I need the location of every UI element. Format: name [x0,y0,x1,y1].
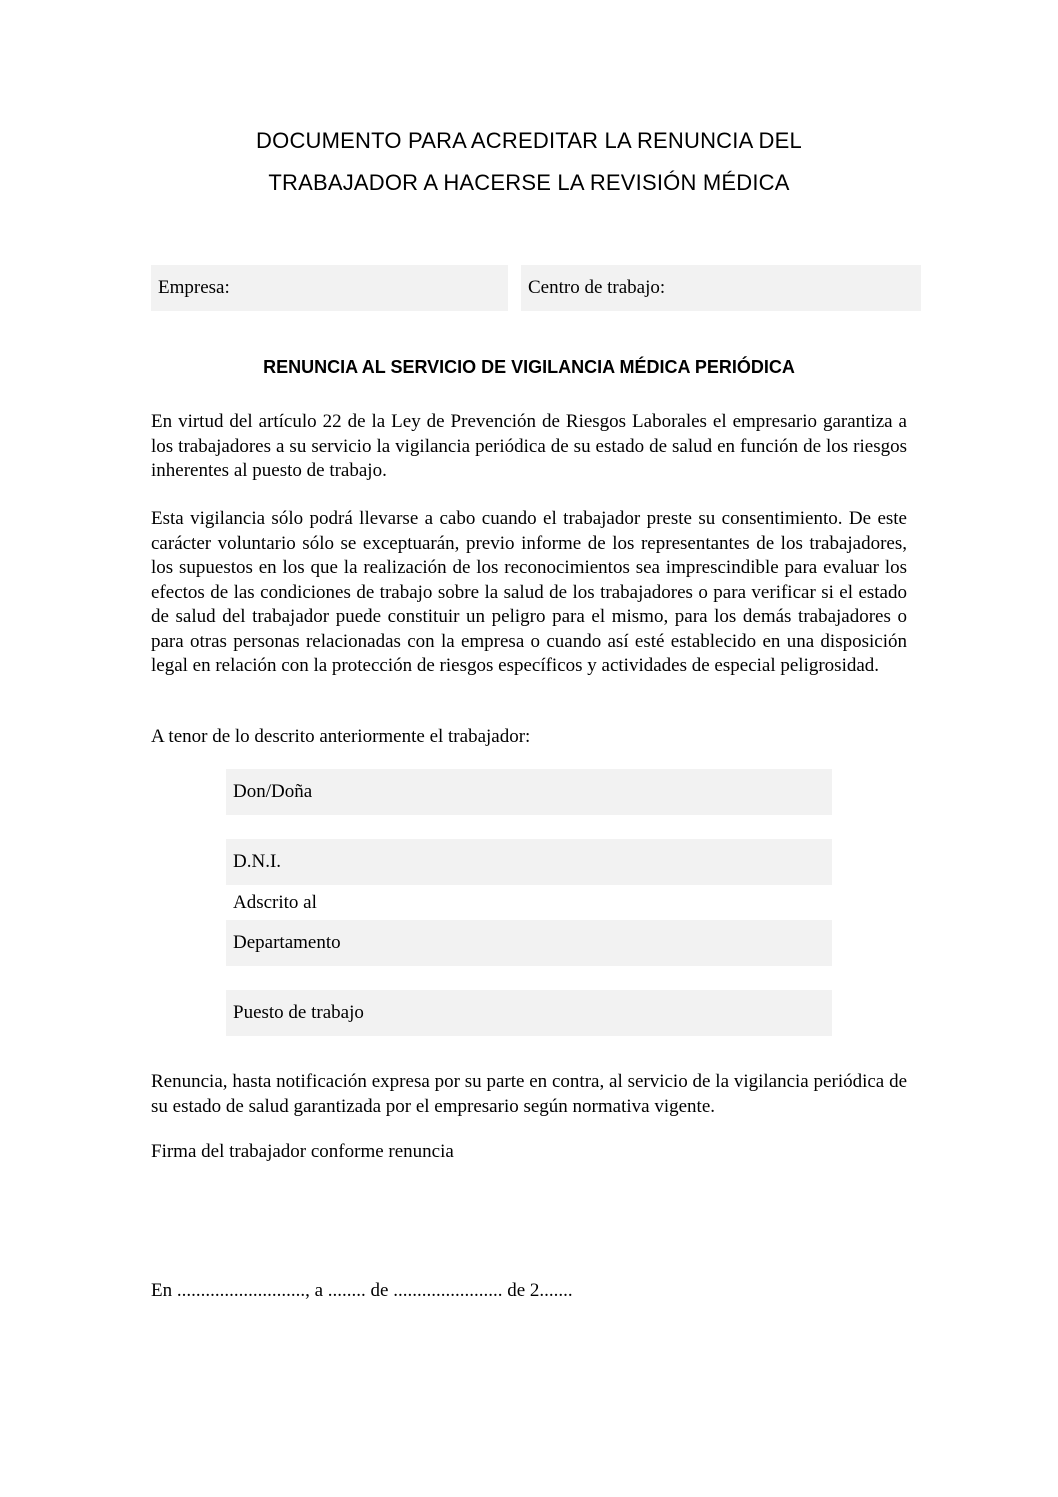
nombre-label: Don/Doña [233,781,313,802]
paragraph-voluntary-consent: Esta vigilancia sólo podrá llevarse a cabo cuando el trabajador preste su consentimiento. De este carácter voluntario sólo se exceptuarán, previo informe de los representantes de los trabajadores, los supuestos en los que la realización de los reconocimientos sea imprescindible para evaluar los efectos de las condiciones de trabajo sobre la salud de los trabajadores o para verificar si el estado de salud del trabajador puede constituir un peligro para el mismo, para los demás trabajadores o para otras personas relacionadas con la empresa o cuando así esté establecido en una disposición legal en relación con la protección de riesgos específicos y actividades de especial peligrosidad. [151,508,907,676]
paragraph-article-22: En virtud del artículo 22 de la Ley de Prevención de Riesgos Laborales el empresario garantiza a los trabajadores a su servicio la vigilancia periódica de su estado de salud en función de los riesgos inherentes al puesto de trabajo. [151,411,907,481]
empresa-field[interactable] [151,265,508,311]
adscrito-label: Adscrito al [233,892,317,913]
dni-field[interactable] [226,839,832,885]
firma-label: Firma del trabajador conforme renuncia [151,1141,454,1162]
document-title-line-1: DOCUMENTO PARA ACREDITAR LA RENUNCIA DEL [256,128,802,153]
centro-trabajo-field[interactable] [521,265,921,311]
puesto-trabajo-field[interactable] [226,990,832,1036]
dni-label: D.N.I. [233,851,282,872]
departamento-label: Departamento [233,932,341,953]
puesto-trabajo-label: Puesto de trabajo [233,1002,364,1023]
nombre-field[interactable] [226,769,832,815]
lugar-fecha-line[interactable]: En ..........................., a ........ de ....................... de 2....... [151,1280,573,1301]
paragraph-renuncia: Renuncia, hasta notificación expresa por su parte en contra, al servicio de la vigilancia periódica de su estado de salud garantizada por el empresario según normativa vigente. [151,1071,907,1117]
departamento-field[interactable] [226,920,832,966]
empresa-label: Empresa: [158,277,230,298]
centro-trabajo-label: Centro de trabajo: [528,277,666,298]
section-heading: RENUNCIA AL SERVICIO DE VIGILANCIA MÉDICA PERIÓDICA [263,357,795,377]
intro-text: A tenor de lo descrito anteriormente el trabajador: [151,726,531,747]
document-title-line-2: TRABAJADOR A HACERSE LA REVISIÓN MÉDICA [268,170,790,195]
document-title [0,120,1058,204]
